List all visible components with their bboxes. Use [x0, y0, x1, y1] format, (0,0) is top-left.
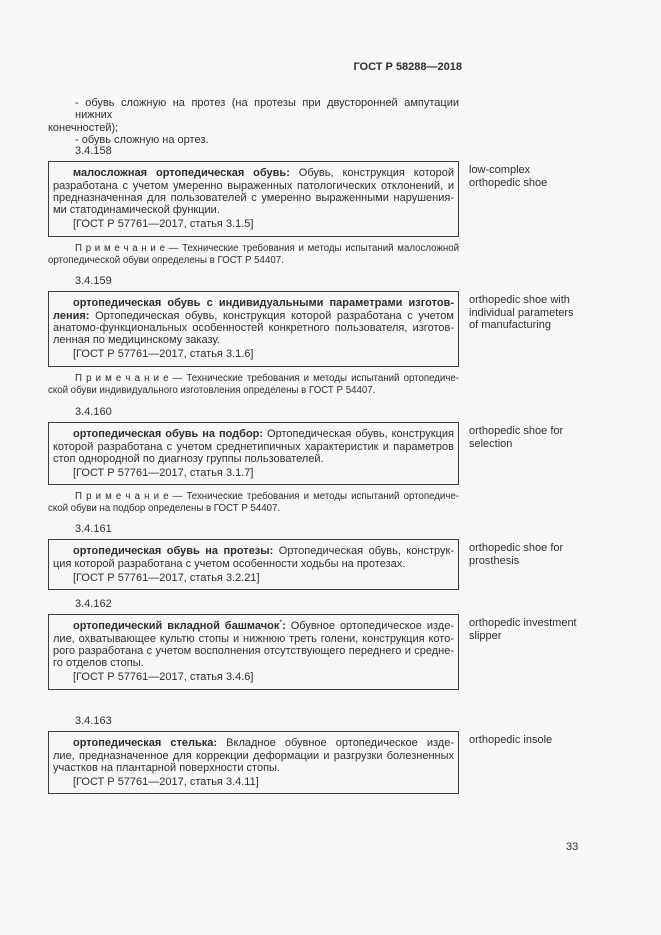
definition-text: Ортопедическая обувь, конструк- [273, 545, 455, 558]
note [48, 243, 459, 267]
source-reference: [ГОСТ Р 57761—2017, статья 3.2.21] [73, 571, 260, 584]
standard-number-header: ГОСТ Р 58288—2018 [353, 61, 462, 73]
source-reference: [ГОСТ Р 57761—2017, статья 3.4.6] [73, 671, 254, 684]
definition-text: Обувь, конструкция которой [289, 167, 454, 180]
definition-box [48, 161, 459, 236]
english-term-line: orthopedic shoe [469, 176, 548, 189]
english-term [469, 422, 619, 450]
intro-line: конечностей); [48, 121, 119, 134]
english-term-line: low-complex [469, 164, 531, 177]
section-3-4-163 [48, 715, 620, 794]
definition-box [48, 539, 459, 590]
note-line: ской обуви индивидуального изготовления определены в ГОСТ Р 54407. [48, 384, 376, 396]
intro-line: - обувь сложную на протез (на протезы при двусторонней ампутации нижних [75, 97, 459, 122]
definition-line: лие, предназначенное для коррекции деформации и разгрузки болезненных [53, 749, 454, 762]
definition-line: лие, охватывающее культю стопы и нижнюю треть голени, конструкция кото- [53, 632, 454, 645]
english-term [469, 731, 619, 747]
section-number: 3.4.163 [75, 715, 112, 727]
section-number: 3.4.161 [75, 523, 112, 535]
definition-line [53, 545, 454, 557]
english-term-line: orthopedic shoe for [469, 425, 564, 438]
footnote-asterisk: * [279, 619, 283, 627]
section-number: 3.4.162 [75, 598, 112, 610]
note [48, 491, 459, 515]
note [48, 373, 459, 397]
english-term-line: individual parameters [469, 306, 574, 319]
definition-line: ленная по медицинскому заказу. [53, 334, 220, 347]
definition-row [48, 614, 620, 689]
definition-text: Вкладное обувное ортопедическое изде- [217, 737, 454, 750]
english-term-line: selection [469, 437, 513, 450]
definition-box [48, 422, 459, 485]
english-term-line: prosthesis [469, 554, 520, 567]
page-number: 33 [566, 841, 579, 853]
english-term [469, 539, 619, 567]
definition-line [53, 167, 454, 179]
definition-box [48, 291, 459, 366]
definition-line: стоп однородной по диагнозу группы пользователей. [53, 452, 324, 465]
definition-term: ортопедическая стелька: [73, 737, 218, 750]
english-term [469, 161, 619, 189]
source-reference: [ГОСТ Р 57761—2017, статья 3.1.7] [73, 467, 254, 480]
definition-line: ция которой разработана с учетом особенности ходьбы на протезах. [53, 557, 406, 570]
section-3-4-158 [48, 145, 620, 266]
definition-term: ления: [53, 309, 90, 322]
definition-text: Ортопедическая обувь, конструкция [263, 428, 454, 441]
definition-line: которой разработана с учетом среднетипичных характеристик и параметров [53, 440, 454, 453]
section-number: 3.4.160 [75, 406, 112, 418]
definition-line: го отделов стопы. [53, 657, 144, 670]
note-line: П р и м е ч а н и е — Технические требования и методы испытаний ортопедиче- [75, 372, 459, 384]
definition-row [48, 161, 620, 236]
english-term-line: orthopedic insole [469, 734, 553, 747]
note-line: П р и м е ч а н и е — Технические требования и методы испытаний ортопедиче- [75, 491, 459, 503]
definition-term: ортопедическая обувь на подбор: [73, 428, 264, 441]
definition-line [53, 428, 454, 440]
english-term-line: orthopedic investment [469, 617, 577, 630]
english-term [469, 614, 619, 642]
definition-row [48, 539, 620, 590]
english-term-line: slipper [469, 629, 502, 642]
section-3-4-162 [48, 598, 620, 690]
english-term-line: orthopedic shoe for [469, 542, 564, 555]
definition-text: Обувное ортопедическое изде- [285, 620, 454, 633]
english-term-line: of manufacturing [469, 319, 551, 332]
definition-line: предназначенная для пользователей с умеренно выраженными нарушения- [53, 191, 454, 204]
definition-line: анатомо-функциональных особенностей конкретного пользователя, изготов- [53, 321, 454, 334]
definition-row [48, 291, 620, 366]
definition-term: ортопедический вкладной башмачок [73, 620, 280, 633]
section-3-4-159 [48, 275, 620, 396]
definition-line: участков на плантарной поверхности стопы. [53, 761, 280, 774]
note-line: ортопедической обуви определены в ГОСТ Р 54407. [48, 254, 284, 266]
definition-term-colon: : [282, 620, 286, 633]
definition-line [53, 297, 454, 309]
note-line: ской обуви на подбор определены в ГОСТ Р 54407. [48, 503, 281, 515]
definition-term: ортопедическая обувь на протезы: [73, 545, 274, 558]
source-reference: [ГОСТ Р 57761—2017, статья 3.1.5] [73, 218, 254, 231]
note-line: П р и м е ч а н и е — Технические требования и методы испытаний малосложной [75, 242, 459, 254]
definition-row [48, 422, 620, 485]
section-3-4-160 [48, 406, 620, 515]
definition-row [48, 731, 620, 794]
definition-text: Ортопедическая обувь, конструкция которой разработана с учетом [89, 309, 454, 322]
definition-box [48, 731, 459, 794]
definition-term: малосложная ортопедическая обувь: [73, 167, 290, 180]
definition-line [53, 310, 454, 322]
definition-line [53, 620, 454, 632]
intro-paragraph [48, 97, 459, 146]
section-3-4-161 [48, 523, 620, 590]
source-reference: [ГОСТ Р 57761—2017, статья 3.4.11] [73, 776, 259, 789]
definition-line [53, 737, 454, 749]
english-term-line: orthopedic shoe with [469, 294, 570, 307]
english-term [469, 291, 619, 332]
section-number: 3.4.158 [75, 145, 112, 157]
source-reference: [ГОСТ Р 57761—2017, статья 3.1.6] [73, 348, 254, 361]
section-number: 3.4.159 [75, 275, 112, 287]
definition-line: ми статодинамической функции. [53, 204, 220, 217]
definition-box [48, 614, 459, 689]
intro-line: - обувь сложную на ортез. [75, 133, 209, 146]
definition-line: рого разработана с учетом восполнения отсутствующего переднего и средне- [53, 644, 454, 657]
definition-term: ортопедическая обувь с индивидуальными параметрами изготов- [73, 297, 454, 310]
definition-line: разработана с учетом умеренно выраженных патологических отклонений, и [53, 179, 454, 192]
